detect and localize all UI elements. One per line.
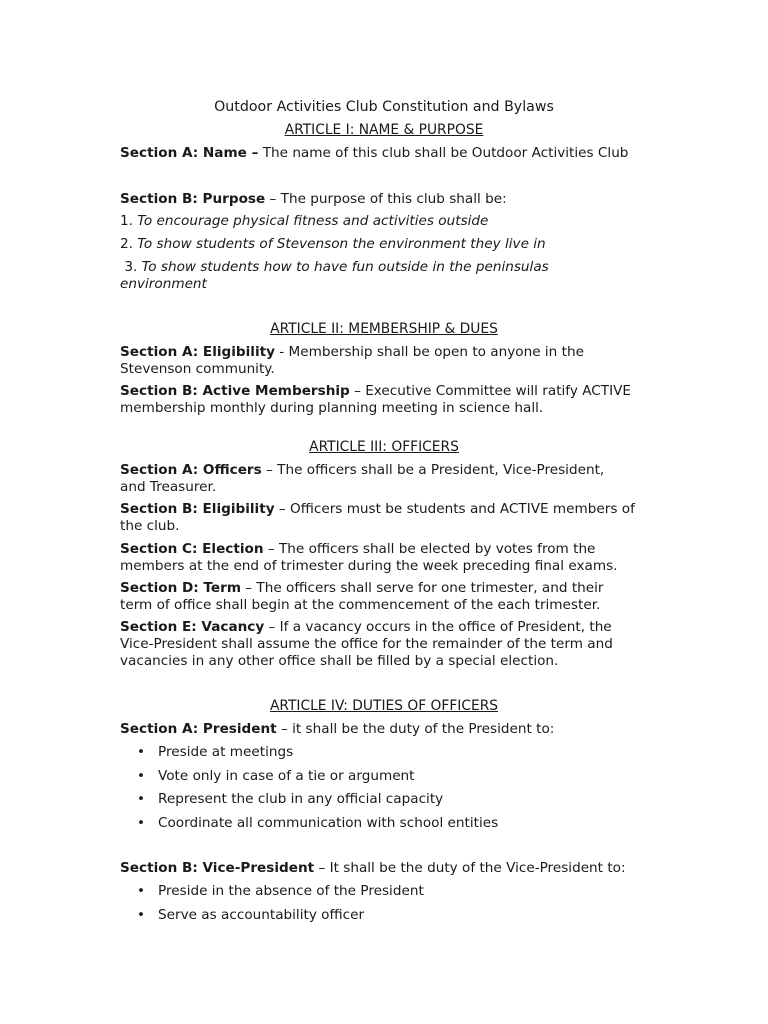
- bullet-icon: •: [136, 883, 146, 899]
- purpose-item-1: [120, 213, 650, 230]
- duty-text: Serve as accountability officer: [158, 907, 365, 923]
- document-title: Outdoor Activities Club Constitution and Bylaws: [214, 99, 554, 115]
- item-text: To encourage physical fitness and activities outside: [137, 213, 489, 229]
- item-text: To show students how to have fun outside in the peninsulas environment: [120, 259, 549, 292]
- section-text: – The officers shall be a President, Vice-President, and Treasurer.: [120, 462, 605, 495]
- duty-text: Represent the club in any official capacity: [158, 791, 444, 807]
- section-text: The name of this club shall be Outdoor Activities Club: [258, 145, 629, 161]
- section-text: – It shall be the duty of the Vice-President to:: [314, 860, 626, 876]
- section-label: Section A: Name –: [120, 145, 259, 161]
- purpose-item-2: [120, 236, 650, 253]
- duty-text: Coordinate all communication with school entities: [158, 815, 499, 831]
- section-label: Section B: Active Membership: [120, 383, 350, 399]
- bullet-icon: •: [136, 744, 146, 760]
- section-text: – it shall be the duty of the President to:: [276, 721, 555, 737]
- article-2-section-b: [120, 383, 650, 417]
- article-3-section-e: [120, 619, 635, 670]
- section-text: – Officers must be students and ACTIVE members of the club.: [120, 501, 635, 534]
- section-label: Section A: President: [120, 721, 277, 737]
- article-1-heading: ARTICLE I: NAME & PURPOSE: [284, 122, 484, 138]
- item-number: 2.: [120, 236, 138, 252]
- section-label: Section B: Purpose: [120, 191, 266, 207]
- item-number: 3.: [120, 259, 142, 275]
- section-text: - Membership shall be open to anyone in the Stevenson community.: [120, 344, 584, 377]
- item-number: 1.: [120, 213, 138, 229]
- section-label: Section E: Vacancy: [120, 619, 265, 635]
- article-3-heading: ARTICLE III: OFFICERS: [309, 439, 459, 455]
- bullet-icon: •: [136, 768, 146, 784]
- article-4-section-a: [120, 721, 650, 738]
- section-text: – The officers shall be elected by votes from the members at the end of trimester during the week preceding final exams.: [120, 541, 618, 574]
- section-text: – The officers shall serve for one trimester, and their term of office shall begin at the commencement of the each trimester.: [120, 580, 604, 613]
- article-2-section-a: [120, 344, 610, 378]
- section-label: Section A: Officers: [120, 462, 262, 478]
- purpose-item-3: [120, 259, 560, 293]
- section-label: Section B: Vice-President: [120, 860, 315, 876]
- article-2-heading: ARTICLE II: MEMBERSHIP & DUES: [270, 321, 498, 337]
- duty-text: Preside at meetings: [158, 744, 294, 760]
- bullet-icon: •: [136, 907, 146, 923]
- article-3-section-c: [120, 541, 640, 575]
- item-text: To show students of Stevenson the environment they live in: [137, 236, 546, 252]
- article-4-section-b: [120, 860, 650, 877]
- bullet-icon: •: [136, 791, 146, 807]
- bullet-icon: •: [136, 815, 146, 831]
- article-3-section-a: [120, 462, 630, 496]
- article-3-section-d: [120, 580, 630, 614]
- section-label: Section C: Election: [120, 541, 264, 557]
- section-text: – Executive Committee will ratify ACTIVE membership monthly during planning meeting in science hall.: [120, 383, 631, 416]
- article-4-heading: ARTICLE IV: DUTIES OF OFFICERS: [269, 698, 499, 714]
- article-1-section-a: [120, 145, 650, 162]
- article-1-section-b: [120, 191, 650, 208]
- article-3-section-b: [120, 501, 640, 535]
- section-label: Section A: Eligibility: [120, 344, 275, 360]
- section-text: – The purpose of this club shall be:: [265, 191, 507, 207]
- duty-text: Vote only in case of a tie or argument: [158, 768, 415, 784]
- section-label: Section D: Term: [120, 580, 241, 596]
- section-text: – If a vacancy occurs in the office of President, the Vice-President shall assume the office for the remainder of the term and vacancies in any other office shall be filled by a special election.: [120, 619, 613, 669]
- duty-text: Preside in the absence of the President: [158, 883, 424, 899]
- section-label: Section B: Eligibility: [120, 501, 275, 517]
